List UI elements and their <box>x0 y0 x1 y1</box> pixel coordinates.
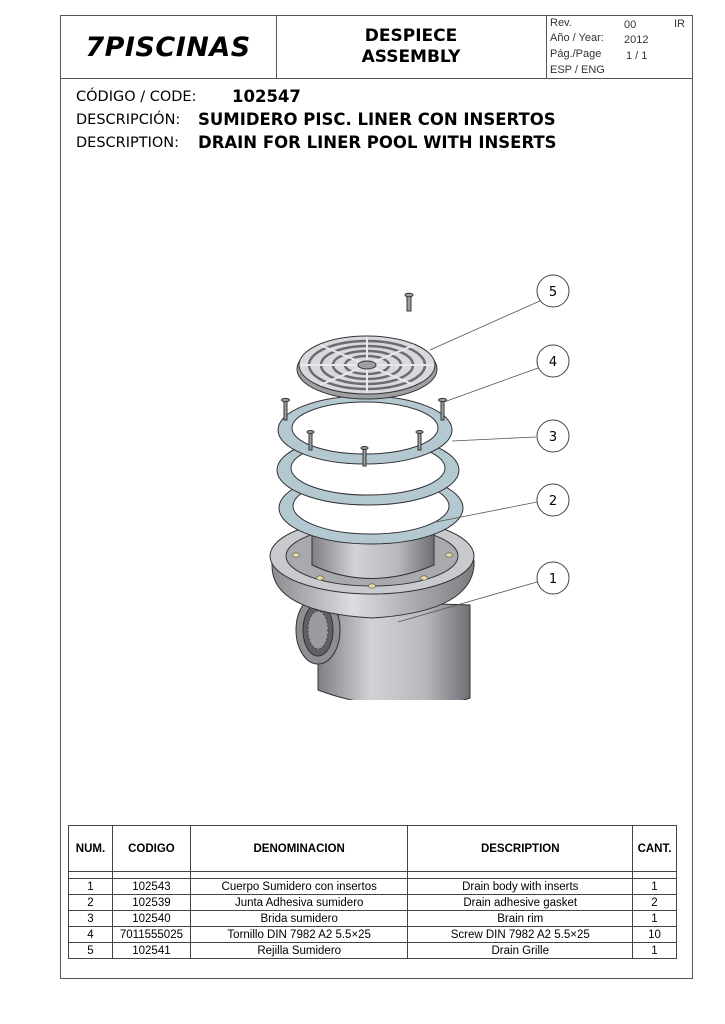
table-header-row <box>69 826 677 872</box>
callout-2-label: 2 <box>548 494 558 509</box>
callout-1 <box>537 562 569 594</box>
callout-4-label: 4 <box>548 355 558 370</box>
page-value: 1 / 1 <box>626 50 648 62</box>
year-label: Año / Year: <box>550 32 604 44</box>
col-header-description: DESCRIPTION <box>408 826 633 872</box>
rev-value: 00 <box>624 19 637 31</box>
col-header-num: NUM. <box>69 826 113 872</box>
page-label: Pág./Page <box>550 48 602 60</box>
description-en-label: DESCRIPTION: <box>76 135 180 151</box>
table-row <box>69 895 677 911</box>
drain-grille-part <box>297 336 437 399</box>
row-1-code: 102543 <box>112 879 190 895</box>
table-row <box>69 927 677 943</box>
exploded-assembly-drawing <box>260 270 600 700</box>
revision-block <box>546 15 693 79</box>
company-logo: 7PISCINAS <box>60 15 277 79</box>
row-2-denominacion: Junta Adhesiva sumidero <box>190 895 408 911</box>
row-3-quantity: 1 <box>633 911 677 927</box>
row-1-description: Drain body with inserts <box>408 879 633 895</box>
callout-3-label: 3 <box>548 430 558 445</box>
col-header-denominacion: DENOMINACION <box>190 826 408 872</box>
row-5-quantity: 1 <box>633 943 677 959</box>
row-3-denominacion: Brida sumidero <box>190 911 408 927</box>
row-1-quantity: 1 <box>633 879 677 895</box>
col-header-quantity: CANT. <box>633 826 677 872</box>
row-4-num: 4 <box>69 927 113 943</box>
row-4-quantity: 10 <box>633 927 677 943</box>
row-2-num: 2 <box>69 895 113 911</box>
row-5-num: 5 <box>69 943 113 959</box>
row-2-quantity: 2 <box>633 895 677 911</box>
description-es-line <box>76 110 556 129</box>
document-type <box>276 15 547 79</box>
row-5-description: Drain Grille <box>408 943 633 959</box>
row-3-num: 3 <box>69 911 113 927</box>
row-1-denominacion: Cuerpo Sumidero con insertos <box>190 879 408 895</box>
rev-label: Rev. <box>550 17 572 29</box>
callout-5 <box>537 275 569 307</box>
title-english: ASSEMBLY <box>361 47 461 67</box>
row-2-description: Drain adhesive gasket <box>408 895 633 911</box>
bill-of-materials-table <box>68 825 677 959</box>
row-1-num: 1 <box>69 879 113 895</box>
row-4-description: Screw DIN 7982 A2 5.5×25 <box>408 927 633 943</box>
year-value: 2012 <box>624 34 649 46</box>
row-3-code: 102540 <box>112 911 190 927</box>
callout-3 <box>537 420 569 452</box>
col-header-code: CODIGO <box>112 826 190 872</box>
callout-5-label: 5 <box>548 285 558 300</box>
code-label: CÓDIGO / CODE: <box>76 89 197 105</box>
description-en-value: DRAIN FOR LINER POOL WITH INSERTS <box>198 133 557 152</box>
table-row <box>69 911 677 927</box>
code-line <box>76 87 301 106</box>
description-es-value: SUMIDERO PISC. LINER CON INSERTOS <box>198 110 556 129</box>
title-block <box>60 15 693 79</box>
language-label: ESP / ENG <box>550 64 605 76</box>
row-3-description: Brain rim <box>408 911 633 927</box>
code-value: 102547 <box>232 87 301 106</box>
row-4-code: 7011555025 <box>112 927 190 943</box>
row-5-code: 102541 <box>112 943 190 959</box>
table-spacer-row <box>69 872 677 879</box>
table-row <box>69 879 677 895</box>
title-spanish: DESPIECE <box>364 26 458 46</box>
callout-1-label: 1 <box>548 572 558 587</box>
row-2-code: 102539 <box>112 895 190 911</box>
table-row <box>69 943 677 959</box>
callout-4 <box>537 345 569 377</box>
callout-2 <box>537 484 569 516</box>
row-5-denominacion: Rejilla Sumidero <box>190 943 408 959</box>
description-en-line <box>76 133 557 152</box>
rev-extra: IR <box>674 18 685 30</box>
description-es-label: DESCRIPCIÓN: <box>76 112 181 128</box>
row-4-denominacion: Tornillo DIN 7982 A2 5.5×25 <box>190 927 408 943</box>
